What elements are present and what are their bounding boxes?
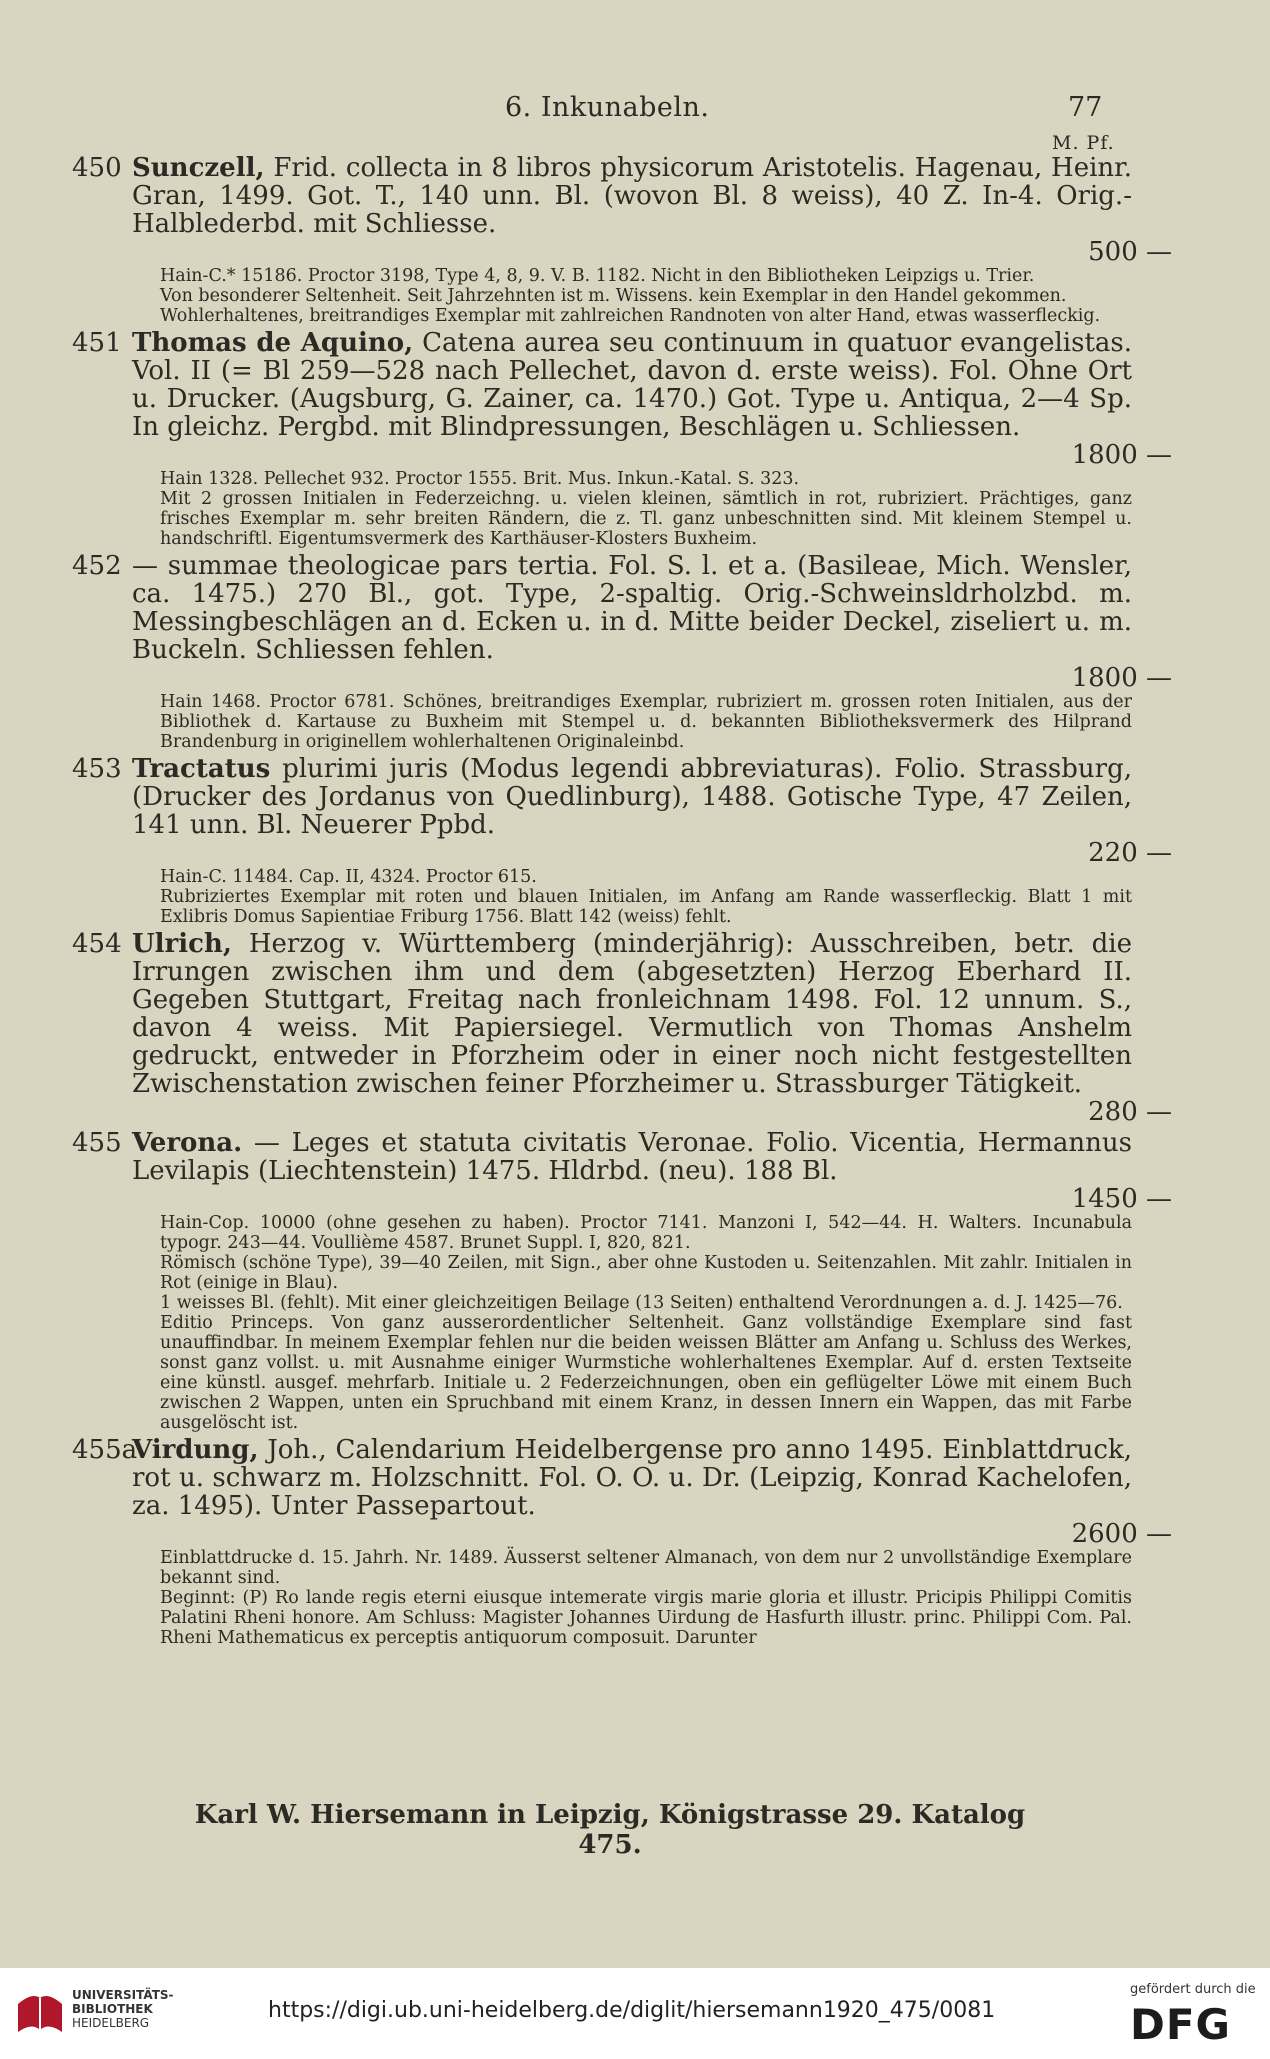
entry-price: 500 — — [1088, 237, 1172, 267]
entry-text: — Leges et statuta civitatis Veronae. Folio. Vicentia, Hermannus Levilapis (Liechtenstein) 1475. Hldrbd. (neu). 188 Bl. — [132, 1128, 1132, 1186]
catalog-entry — [72, 1435, 1172, 1648]
entry-note: Hain-C.* 15186. Proctor 3198, Type 4, 8, 9. V. B. 1182. Nicht in den Bibliotheken Leipzigs u. Trier. — [160, 266, 1035, 286]
catalog-entry — [72, 328, 1172, 549]
library-name — [72, 1988, 174, 2030]
catalog-entry — [72, 551, 1172, 752]
funder-label: gefördert durch die — [1130, 1982, 1256, 1997]
entry-number: 455a — [72, 1435, 138, 1465]
entry-note: 1 weisses Bl. (fehlt). Mit einer gleichzeitigen Beilage (13 Seiten) enthaltend Verordnungen a. d. J. 1425—76. — [160, 1293, 1123, 1313]
catalog-entry — [72, 1128, 1172, 1433]
entry-description — [132, 328, 1172, 470]
entry-note: Einblattdrucke d. 15. Jahrh. Nr. 1489. Äusserst seltener Almanach, von dem nur 2 unvollständige Exemplare bekannt sind. — [160, 1548, 1132, 1588]
entry-text: — summae theologicae pars tertia. Fol. S. l. et a. (Basileae, Mich. Wensler, ca. 1475.) 270 Bl., got. Type, 2-spaltig. Orig.-Schweinsldrholzbd. m. Messingbeschlägen an d. Ecken u. in d. Mitte beider Deckel, ziseliert u. m. Buckeln. Schliessen fehlen. — [132, 551, 1132, 665]
entry-price: 1800 — — [1071, 440, 1172, 470]
running-header — [0, 92, 1270, 126]
entry-heading: Thomas de Aquino, — [132, 328, 414, 358]
catalog-entry — [72, 153, 1172, 326]
entry-text: Catena aurea seu continuum in quatuor evangelistas. Vol. II (= Bl 259—528 nach Pellechet, davon d. erste weiss). Fol. Ohne Ort u. Drucker. (Augsburg, G. Zainer, ca. 1470.) Got. Type u. Antiqua, 2—4 Sp. In gleichz. Pergbd. mit Blindpressungen, Beschlägen u. Schliessen. — [132, 328, 1133, 442]
viewer-bottom-bar — [0, 1968, 1270, 2059]
entry-note: Beginnt: (P) Ro lande regis eterni eiusque intemerate virgis marie gloria et illustr. Pricipis Philippi Comitis Palatini Rheni honore. Am Schluss: Magister Johannes Uirdung de Hasfurth illustr. princ. Philippi Com. Pal. Rheni Mathematicus ex perceptis antiquorum composuit. Darunter — [160, 1588, 1132, 1648]
entry-price: 280 — — [1088, 1097, 1172, 1127]
dfg-logo: DFG — [1130, 2000, 1232, 2049]
entry-heading: Ulrich, — [132, 929, 232, 959]
entry-price: 220 — — [1088, 838, 1172, 868]
entry-heading: Verona. — [132, 1128, 243, 1158]
entry-description — [132, 929, 1172, 1127]
entry-heading: Virdung, — [132, 1435, 259, 1465]
entry-description — [132, 1435, 1172, 1549]
library-name-line: HEIDELBERG — [72, 2016, 150, 2030]
catalog-entries — [72, 153, 1172, 1651]
entry-note: Wohlerhaltenes, breitrandiges Exemplar mit zahlreichen Randnoten von alter Hand, etwas wasserfleckig. — [160, 306, 1101, 326]
entry-number: 455 — [72, 1128, 122, 1158]
entry-text: Joh., Calendarium Heidelbergense pro anno 1495. Einblattdruck, rot u. schwarz m. Holzschnitt. Fol. O. O. u. Dr. (Leipzig, Konrad Kachelofen, za. 1495). Unter Passepartout. — [132, 1435, 1132, 1521]
entry-number: 454 — [72, 929, 122, 959]
entry-description — [132, 1128, 1172, 1214]
entry-number: 451 — [72, 328, 122, 358]
library-name-line: UNIVERSITÄTS- — [72, 1988, 174, 2002]
entry-note: Rubriziertes Exemplar mit roten und blauen Initialen, im Anfang am Rande wasserfleckig. Blatt 1 mit Exlibris Domus Sapientiae Friburg 1756. Blatt 142 (weiss) fehlt. — [160, 887, 1132, 927]
entry-note: Hain 1468. Proctor 6781. Schönes, breitrandiges Exemplar, rubriziert m. grossen roten Initialen, aus der Bibliothek d. Kartause zu Buxheim mit Stempel u. d. bekannten Bibliotheksvermerk des Hilprand Brandenburg in originellem wohlerhaltenen Originaleinbd. — [160, 692, 1132, 752]
entry-text: plurimi juris (Modus legendi abbreviaturas). Folio. Strassburg, (Drucker des Jordanus von Quedlinburg), 1488. Gotische Type, 47 Zeilen, 141 unn. Bl. Neuerer Ppbd. — [132, 754, 1132, 840]
publisher-footer: Karl W. Hiersemann in Leipzig, Königstrasse 29. Katalog 475. — [194, 1800, 1026, 1860]
entry-description — [132, 754, 1172, 868]
entry-price: 1800 — — [1071, 663, 1172, 693]
entry-heading: Tractatus — [132, 754, 271, 784]
entry-price: 2600 — — [1071, 1519, 1172, 1549]
currency-header: M. Pf. — [1052, 132, 1115, 154]
entry-note: Von besonderer Seltenheit. Seit Jahrzehnten ist m. Wissens. kein Exemplar in den Handel gekommen. — [160, 286, 1067, 306]
university-library-logo-icon — [14, 1986, 66, 2038]
catalog-entry — [72, 929, 1172, 1127]
entry-description — [132, 551, 1172, 693]
entry-note: Hain-C. 11484. Cap. II, 4324. Proctor 615. — [160, 867, 537, 887]
entry-note: Hain-Cop. 10000 (ohne gesehen zu haben). Proctor 7141. Manzoni I, 542—44. H. Walters. Incunabula typogr. 243—44. Voullième 4587. Brunet Suppl. I, 820, 821. — [160, 1213, 1132, 1253]
entry-heading: Sunczell, — [132, 153, 265, 183]
entry-note: Editio Princeps. Von ganz ausserordentlicher Seltenheit. Ganz vollständige Exemplare sind fast unauffindbar. In meinem Exemplar fehlen nur die beiden weissen Blätter am Anfang u. Schluss des Werkes, sonst ganz vollst. u. mit Ausnahme einiger Wurmstiche wohlerhaltenes Exemplar. Auf d. ersten Textseite eine künstl. ausgef. mehrfarb. Initiale u. 2 Federzeichnungen, oben ein geflügelter Löwe mit einem Buch zwischen 2 Wappen, unten ein Spruchband mit einem Kranz, in dessen Innern ein Wappen, das mit Farbe ausgelöscht ist. — [160, 1313, 1132, 1433]
permalink-url[interactable]: https://digi.ub.uni-heidelberg.de/diglit/hiersemann1920_475/0081 — [268, 1998, 996, 2023]
entry-note: Hain 1328. Pellechet 932. Proctor 1555. Brit. Mus. Inkun.-Katal. S. 323. — [160, 469, 800, 489]
entry-note: Römisch (schöne Type), 39—40 Zeilen, mit Sign., aber ohne Kustoden u. Seitenzahlen. Mit zahlr. Initialen in Rot (einige in Blau). — [160, 1253, 1132, 1293]
page-number: 77 — [1068, 92, 1103, 123]
catalog-entry — [72, 754, 1172, 927]
library-name-line: BIBLIOTHEK — [72, 2002, 153, 2016]
section-title: 6. Inkunabeln. — [505, 92, 710, 123]
entry-number: 450 — [72, 153, 122, 183]
entry-number: 453 — [72, 754, 122, 784]
entry-number: 452 — [72, 551, 122, 581]
entry-price: 1450 — — [1071, 1184, 1172, 1214]
entry-text: Frid. collecta in 8 libros physicorum Aristotelis. Hagenau, Heinr. Gran, 1499. Got. T., 140 unn. Bl. (wovon Bl. 8 weiss), 40 Z. In-4. Orig.-Halblederbd. mit Schliesse. — [132, 153, 1132, 239]
entry-text: Herzog v. Württemberg (minderjährig): Ausschreiben, betr. die Irrungen zwischen ihm und dem (abgesetzten) Herzog Eberhard II. Gegeben Stuttgart, Freitag nach fronleichnam 1498. Fol. 12 unnum. S., davon 4 weiss. Mit Papiersiegel. Vermutlich von Thomas Anshelm gedruckt, entweder in Pforzheim oder in einer noch nicht festgestellten Zwischenstation zwischen feiner Pforzheimer u. Strassburger Tätigkeit. — [132, 929, 1132, 1099]
entry-note: Mit 2 grossen Initialen in Federzeichng. u. vielen kleinen, sämtlich in rot, rubriziert. Prächtiges, ganz frisches Exemplar m. sehr breiten Rändern, die z. Tl. ganz unbeschnitten sind. Mit kleinem Stempel u. handschriftl. Eigentumsvermerk des Karthäuser-Klosters Buxheim. — [160, 489, 1132, 549]
entry-description — [132, 153, 1172, 267]
